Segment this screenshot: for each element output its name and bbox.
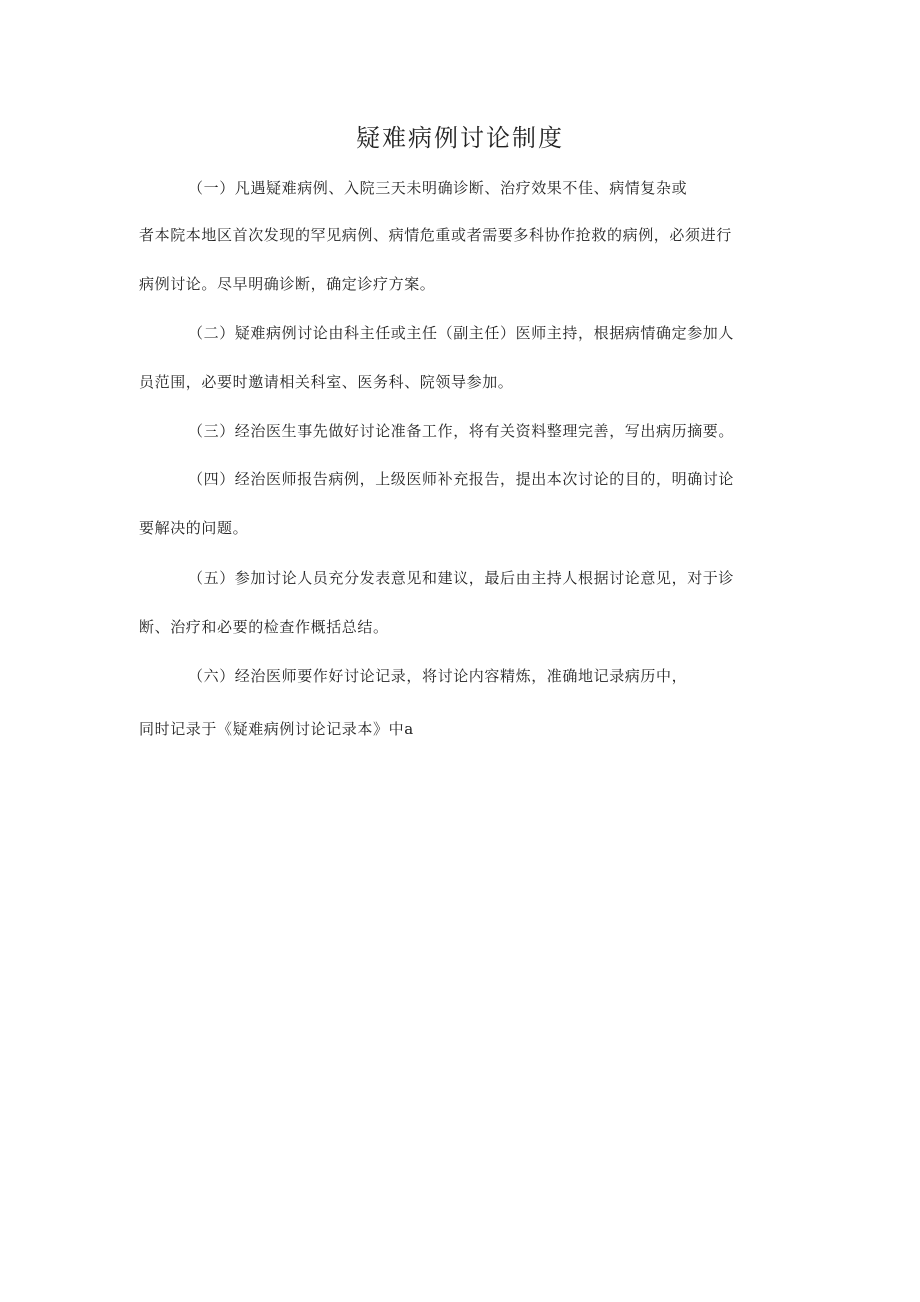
paragraph-2-line-2: 员范围，必要时邀请相关科室、医务科、院领导参加。 — [139, 373, 514, 391]
paragraph-1-line-1: （一）凡遇疑难病例、入院三天未明确诊断、治疗效果不佳、病情复杂或 — [188, 179, 688, 197]
paragraph-3-line-1: （三）经治医生事先做好讨论准备工作，将有关资料整理完善，写出病历摘要。 — [188, 422, 735, 440]
paragraph-1-line-3: 病例讨论。尽早明确诊断，确定诊疗方案。 — [139, 275, 436, 293]
paragraph-2-line-1: （二）疑难病例讨论由科主任或主任（副主任）医师主持，根据病情确定参加人 — [188, 324, 735, 342]
paragraph-5-line-2: 断、治疗和必要的检查作概括总结。 — [139, 618, 389, 636]
paragraph-6-line-1: （六）经治医师要作好讨论记录，将讨论内容精炼，准确地记录病历中， — [188, 667, 688, 685]
paragraph-4-line-2: 要解决的问题。 — [139, 519, 249, 537]
paragraph-1-line-2: 者本院本地区首次发现的罕见病例、病情危重或者需要多科协作抢救的病例，必须进行 — [139, 226, 732, 244]
paragraph-5-line-1: （五）参加讨论人员充分发表意见和建议，最后由主持人根据讨论意见，对于诊 — [188, 569, 735, 587]
document-title: 疑难病例讨论制度 — [356, 124, 564, 152]
paragraph-6-line-2: 同时记录于《疑难病例讨论记录本》中a — [139, 720, 414, 738]
paragraph-4-line-1: （四）经治医师报告病例，上级医师补充报告，提出本次讨论的目的，明确讨论 — [188, 470, 735, 488]
